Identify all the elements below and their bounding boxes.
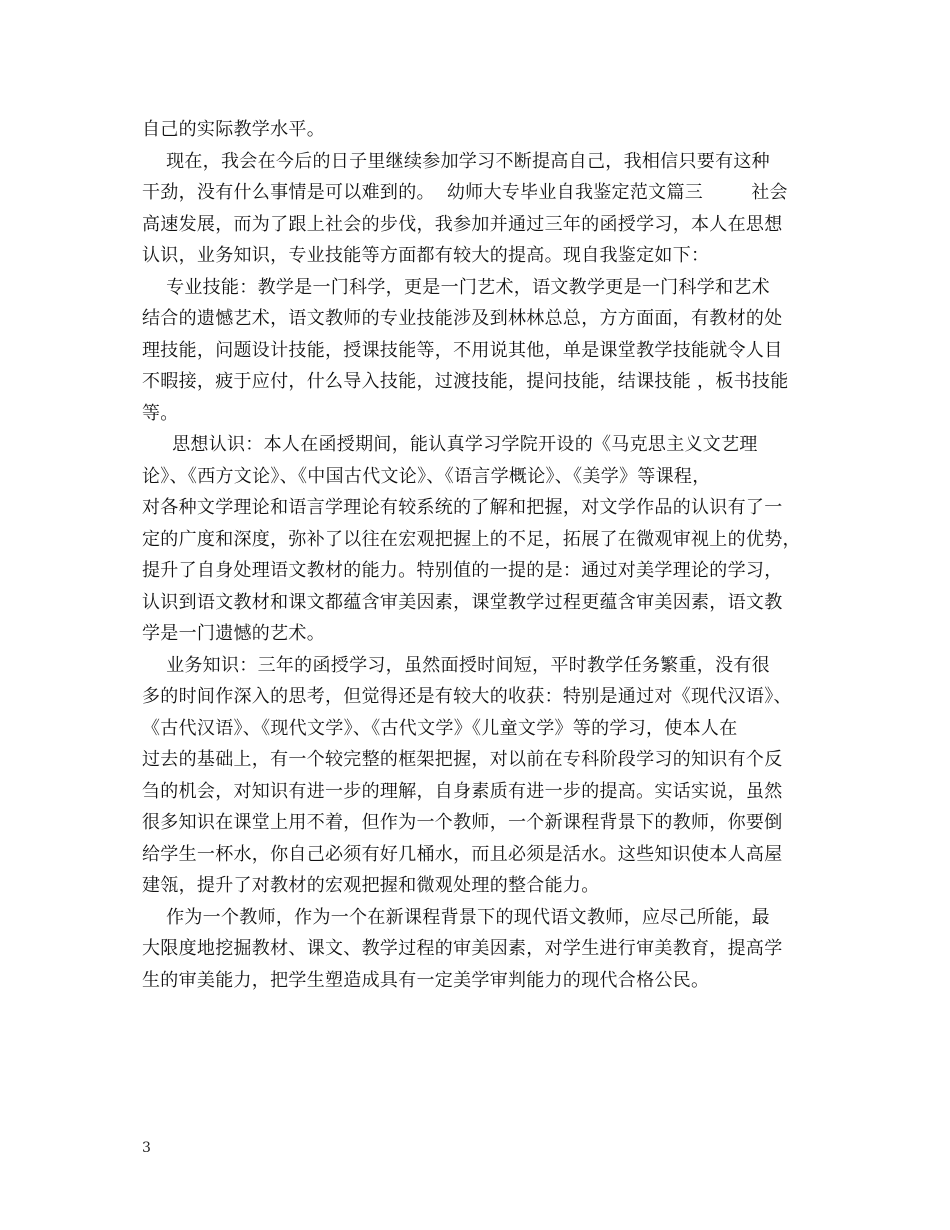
text-line: 给学生一杯水，你自己必须有好几桶水，而且必须是活水。这些知识使本人高屋	[142, 843, 783, 865]
text-line: 认识，业务知识，专业技能等方面都有较大的提高。现自我鉴定如下：	[142, 245, 710, 266]
text-line: 提升了自身处理语文教材的能力。特别值的一提的是：通过对美学理论的学习，	[142, 560, 783, 581]
text-line: 定的广度和深度，弥补了以往在宏观把握上的不足，拓展了在微观审视上的优势，	[142, 528, 801, 550]
text-line: 作为一个教师，作为一个在新课程背景下的现代语文教师，应尽己所能，最	[142, 906, 770, 928]
text-line: 等。	[142, 402, 179, 424]
text-line: 建瓴，提升了对教材的宏观把握和微观处理的整合能力。	[142, 875, 600, 896]
text-line: 专业技能：教学是一门科学，更是一门艺术，语文教学更是一门科学和艺术	[142, 276, 770, 298]
text-line: 自己的实际教学水平。	[142, 119, 325, 140]
text-line: 《古代汉语》、《现代文学》、《古代文学》《儿童文学》等的学习，使本人在	[142, 717, 738, 739]
page-number: 3	[142, 1140, 151, 1156]
text-line: 干劲，没有什么事情是可以难到的。 幼师大专毕业自我鉴定范文篇三 社会	[142, 182, 788, 203]
text-line: 过去的基础上，有一个较完整的框架把握，对以前在专科阶段学习的知识有个反	[142, 749, 783, 770]
text-line: 高速发展，而为了跟上社会的步伐，我参加并通过三年的函授学习，本人在思想	[142, 213, 783, 235]
text-line: 大限度地挖掘教材、课文、教学过程的审美因素，对学生进行审美教育，提高学	[142, 938, 783, 959]
text-line: 学是一门遗憾的艺术。	[142, 623, 325, 644]
text-line: 生的审美能力，把学生塑造成具有一定美学审判能力的现代合格公民。	[142, 969, 710, 991]
text-line: 业务知识：三年的函授学习，虽然面授时间短，平时教学任务繁重，没有很	[142, 654, 770, 676]
text-line: 理技能，问题设计技能，授课技能等，不用说其他，单是课堂教学技能就令人目	[142, 339, 783, 361]
text-line: 现在，我会在今后的日子里继续参加学习不断提高自己，我相信只要有这种	[142, 150, 770, 172]
text-line: 结合的遗憾艺术，语文教师的专业技能涉及到林林总总，方方面面，有教材的处	[142, 308, 783, 329]
text-line: 不暇接，疲于应付，什么导入技能，过渡技能，提问技能，结课技能 ，板书技能	[142, 371, 789, 392]
text-line: 思想认识：本人在函授期间，能认真学习学院开设的《马克思主义文艺理	[142, 434, 758, 455]
text-line: 多的时间作深入的思考，但觉得还是有较大的收获：特别是通过对《现代汉语》、	[142, 686, 792, 707]
text-line: 很多知识在课堂上用不着，但作为一个教师，一个新课程背景下的教师，你要倒	[142, 812, 783, 833]
text-line: 对各种文学理论和语言学理论有较系统的了解和把握，对文学作品的认识有了一	[142, 497, 783, 518]
document-body	[142, 114, 822, 996]
text-line: 论》、《西方文论》、《中国古代文论》、《语言学概论》、《美学》等课程，	[142, 465, 711, 487]
text-line: 认识到语文教材和课文都蕴含审美因素，课堂教学过程更蕴含审美因素，语文教	[142, 591, 783, 613]
text-line: 刍的机会，对知识有进一步的理解，自身素质有进一步的提高。实话实说，虽然	[142, 780, 783, 802]
